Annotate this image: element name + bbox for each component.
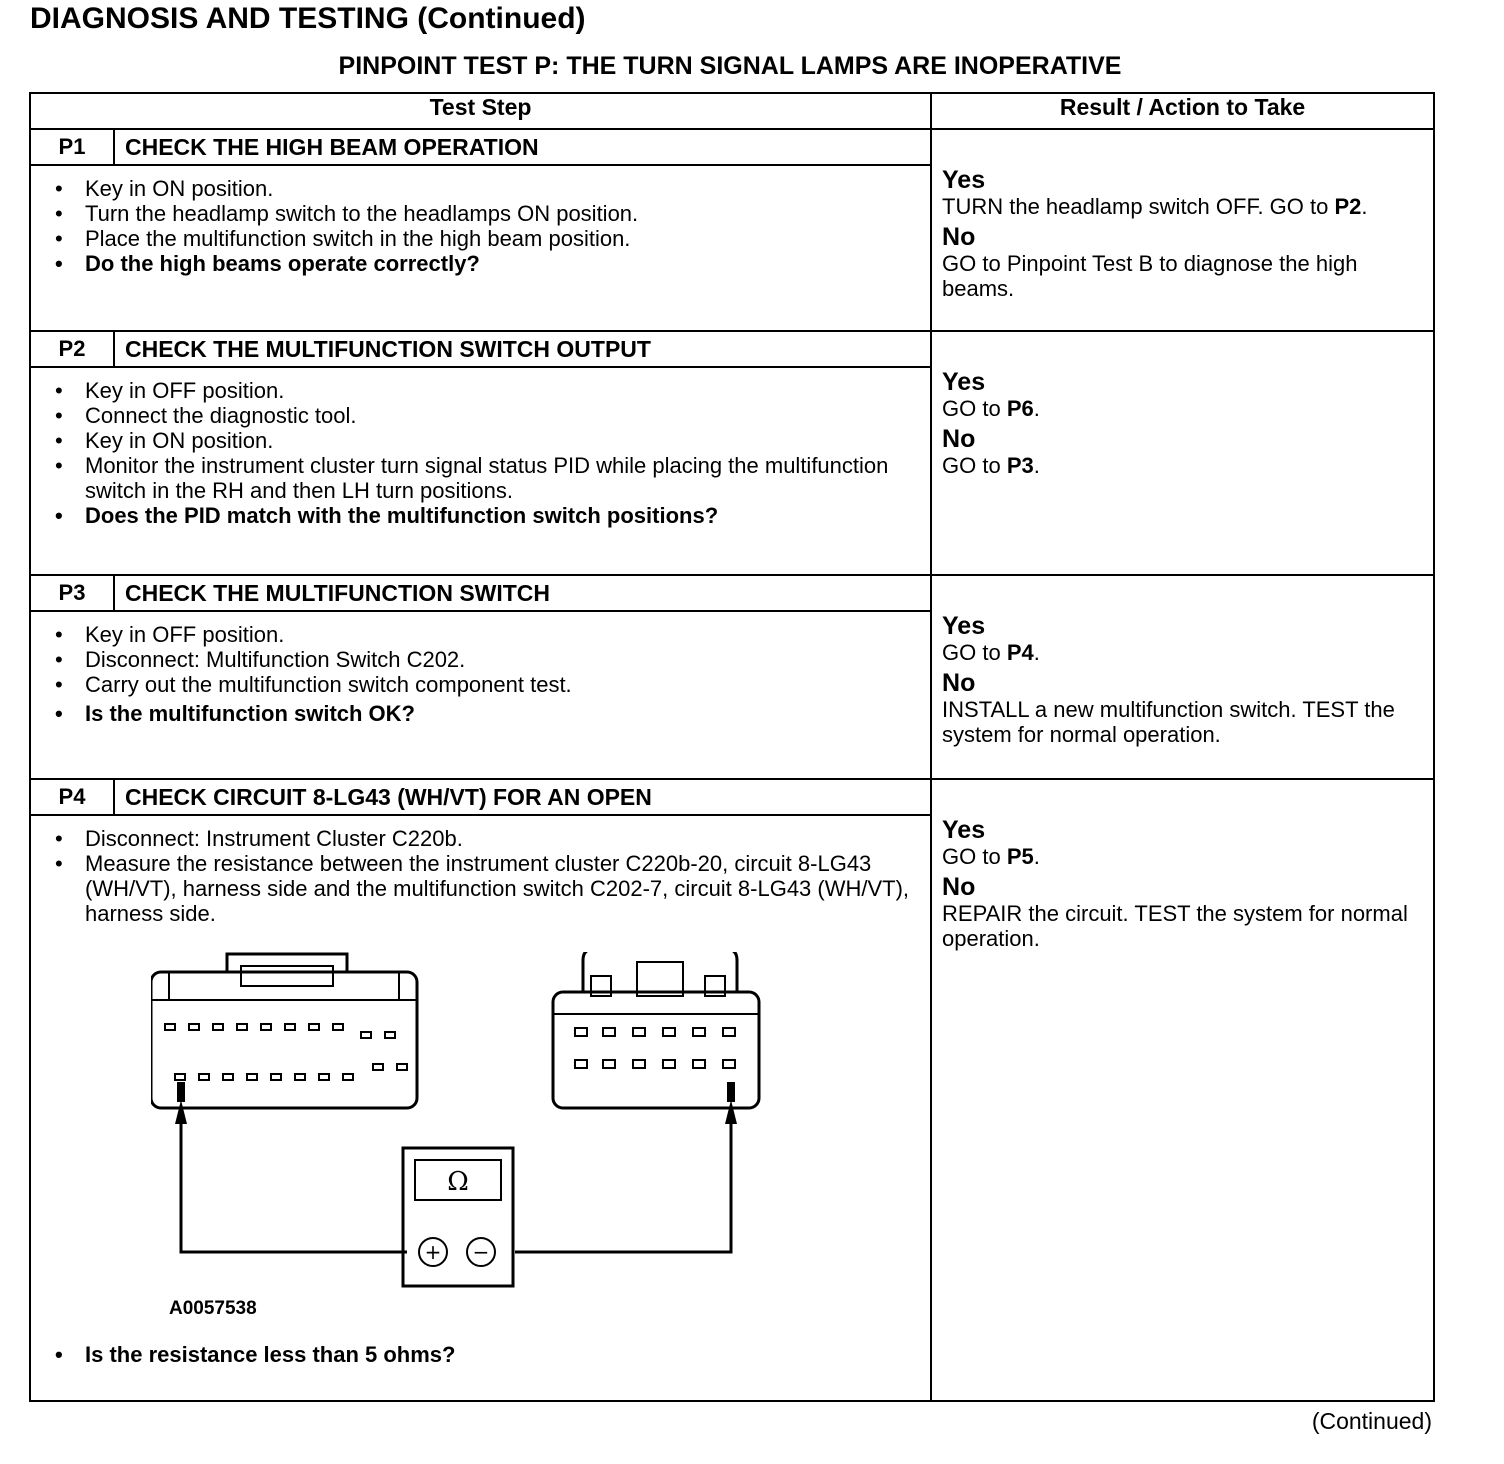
result-cell: [931, 331, 1434, 575]
minus-label: −: [472, 1240, 490, 1264]
section-title: DIAGNOSIS AND TESTING (Continued): [30, 2, 586, 35]
yes-action: GO to P6.: [942, 396, 1040, 421]
step-title: CHECK THE MULTIFUNCTION SWITCH OUTPUT: [114, 331, 931, 367]
step-question: • Is the multifunction switch OK?: [63, 701, 920, 726]
result-cell: [931, 779, 1434, 1401]
c220b-connector-shape: [151, 972, 417, 1108]
no-action: GO to P3.: [942, 453, 1040, 478]
header-result-action: Result / Action to Take: [931, 93, 1434, 129]
step-id: P1: [30, 129, 114, 165]
step-bullet: • Turn the headlamp switch to the headlamps ON position.: [63, 201, 920, 226]
step-id: P4: [30, 779, 114, 815]
no-action: INSTALL a new multifunction switch. TEST the system for normal operation.: [942, 697, 1395, 747]
step-question: • Do the high beams operate correctly?: [63, 251, 920, 276]
connector-diagram: [43, 952, 920, 1342]
step-body: [30, 165, 931, 331]
no-action: GO to Pinpoint Test B to diagnose the high beams.: [942, 251, 1358, 301]
positive-probe-tip: [175, 1100, 187, 1124]
step-id: P3: [30, 575, 114, 611]
step-title: CHECK THE HIGH BEAM OPERATION: [114, 129, 931, 165]
ohmmeter-circuit-diagram: [151, 952, 791, 1292]
no-label: No: [942, 223, 976, 251]
yes-action: TURN the headlamp switch OFF. GO to P2.: [942, 194, 1368, 219]
no-label: No: [942, 669, 976, 697]
negative-lead: [515, 1112, 731, 1252]
c220b-latch: [227, 954, 347, 972]
pinpoint-test-table: [29, 92, 1435, 1402]
step-body: [30, 611, 931, 779]
step-question: • Is the resistance less than 5 ohms?: [63, 1342, 920, 1367]
no-action: REPAIR the circuit. TEST the system for normal operation.: [942, 901, 1408, 951]
positive-lead: [181, 1112, 407, 1252]
continued-note: (Continued): [1311, 1408, 1432, 1434]
no-label: No: [942, 873, 976, 901]
result-cell: [931, 575, 1434, 779]
step-bullet: • Key in OFF position.: [63, 622, 920, 647]
yes-action: GO to P4.: [942, 640, 1040, 665]
result-cell: [931, 129, 1434, 331]
step-body: [30, 815, 931, 1401]
step-bullet: • Monitor the instrument cluster turn signal status PID while placing the multifunction switch in the RH and then LH turn positions.: [63, 453, 920, 503]
step-bullet: • Disconnect: Instrument Cluster C220b.: [63, 826, 920, 851]
yes-label: Yes: [942, 166, 986, 194]
step-bullet: • Key in ON position.: [63, 176, 920, 201]
step-bullet: • Key in ON position.: [63, 428, 920, 453]
no-label: No: [942, 425, 976, 453]
ohm-symbol: Ω: [447, 1167, 469, 1197]
step-bullet: • Measure the resistance between the instrument cluster C220b-20, circuit 8-LG43 (WH/VT), harness side and the multifunction switch C202-7, circuit 8-LG43 (WH/VT), harness side.: [63, 851, 920, 926]
plus-label: +: [424, 1240, 442, 1264]
yes-action: GO to P5.: [942, 844, 1040, 869]
table-title: PINPOINT TEST P: THE TURN SIGNAL LAMPS ARE INOPERATIVE: [338, 52, 1122, 80]
step-title: CHECK THE MULTIFUNCTION SWITCH: [114, 575, 931, 611]
step-body: [30, 367, 931, 575]
c202-latch: [583, 952, 737, 992]
yes-label: Yes: [942, 612, 986, 640]
yes-label: Yes: [942, 368, 986, 396]
step-bullet: • Disconnect: Multifunction Switch C202.: [63, 647, 920, 672]
step-bullet: • Key in OFF position.: [63, 378, 920, 403]
step-bullet: • Carry out the multifunction switch component test.: [63, 672, 920, 697]
step-title: CHECK CIRCUIT 8-LG43 (WH/VT) FOR AN OPEN: [114, 779, 931, 815]
step-id: P2: [30, 331, 114, 367]
negative-probe-tip: [725, 1100, 737, 1124]
step-bullet: • Connect the diagnostic tool.: [63, 403, 920, 428]
yes-label: Yes: [942, 816, 986, 844]
figure-id: A0057538: [169, 1298, 257, 1319]
step-bullet: • Place the multifunction switch in the high beam position.: [63, 226, 920, 251]
step-question: • Does the PID match with the multifunction switch positions?: [63, 503, 920, 528]
header-test-step: Test Step: [30, 93, 931, 129]
